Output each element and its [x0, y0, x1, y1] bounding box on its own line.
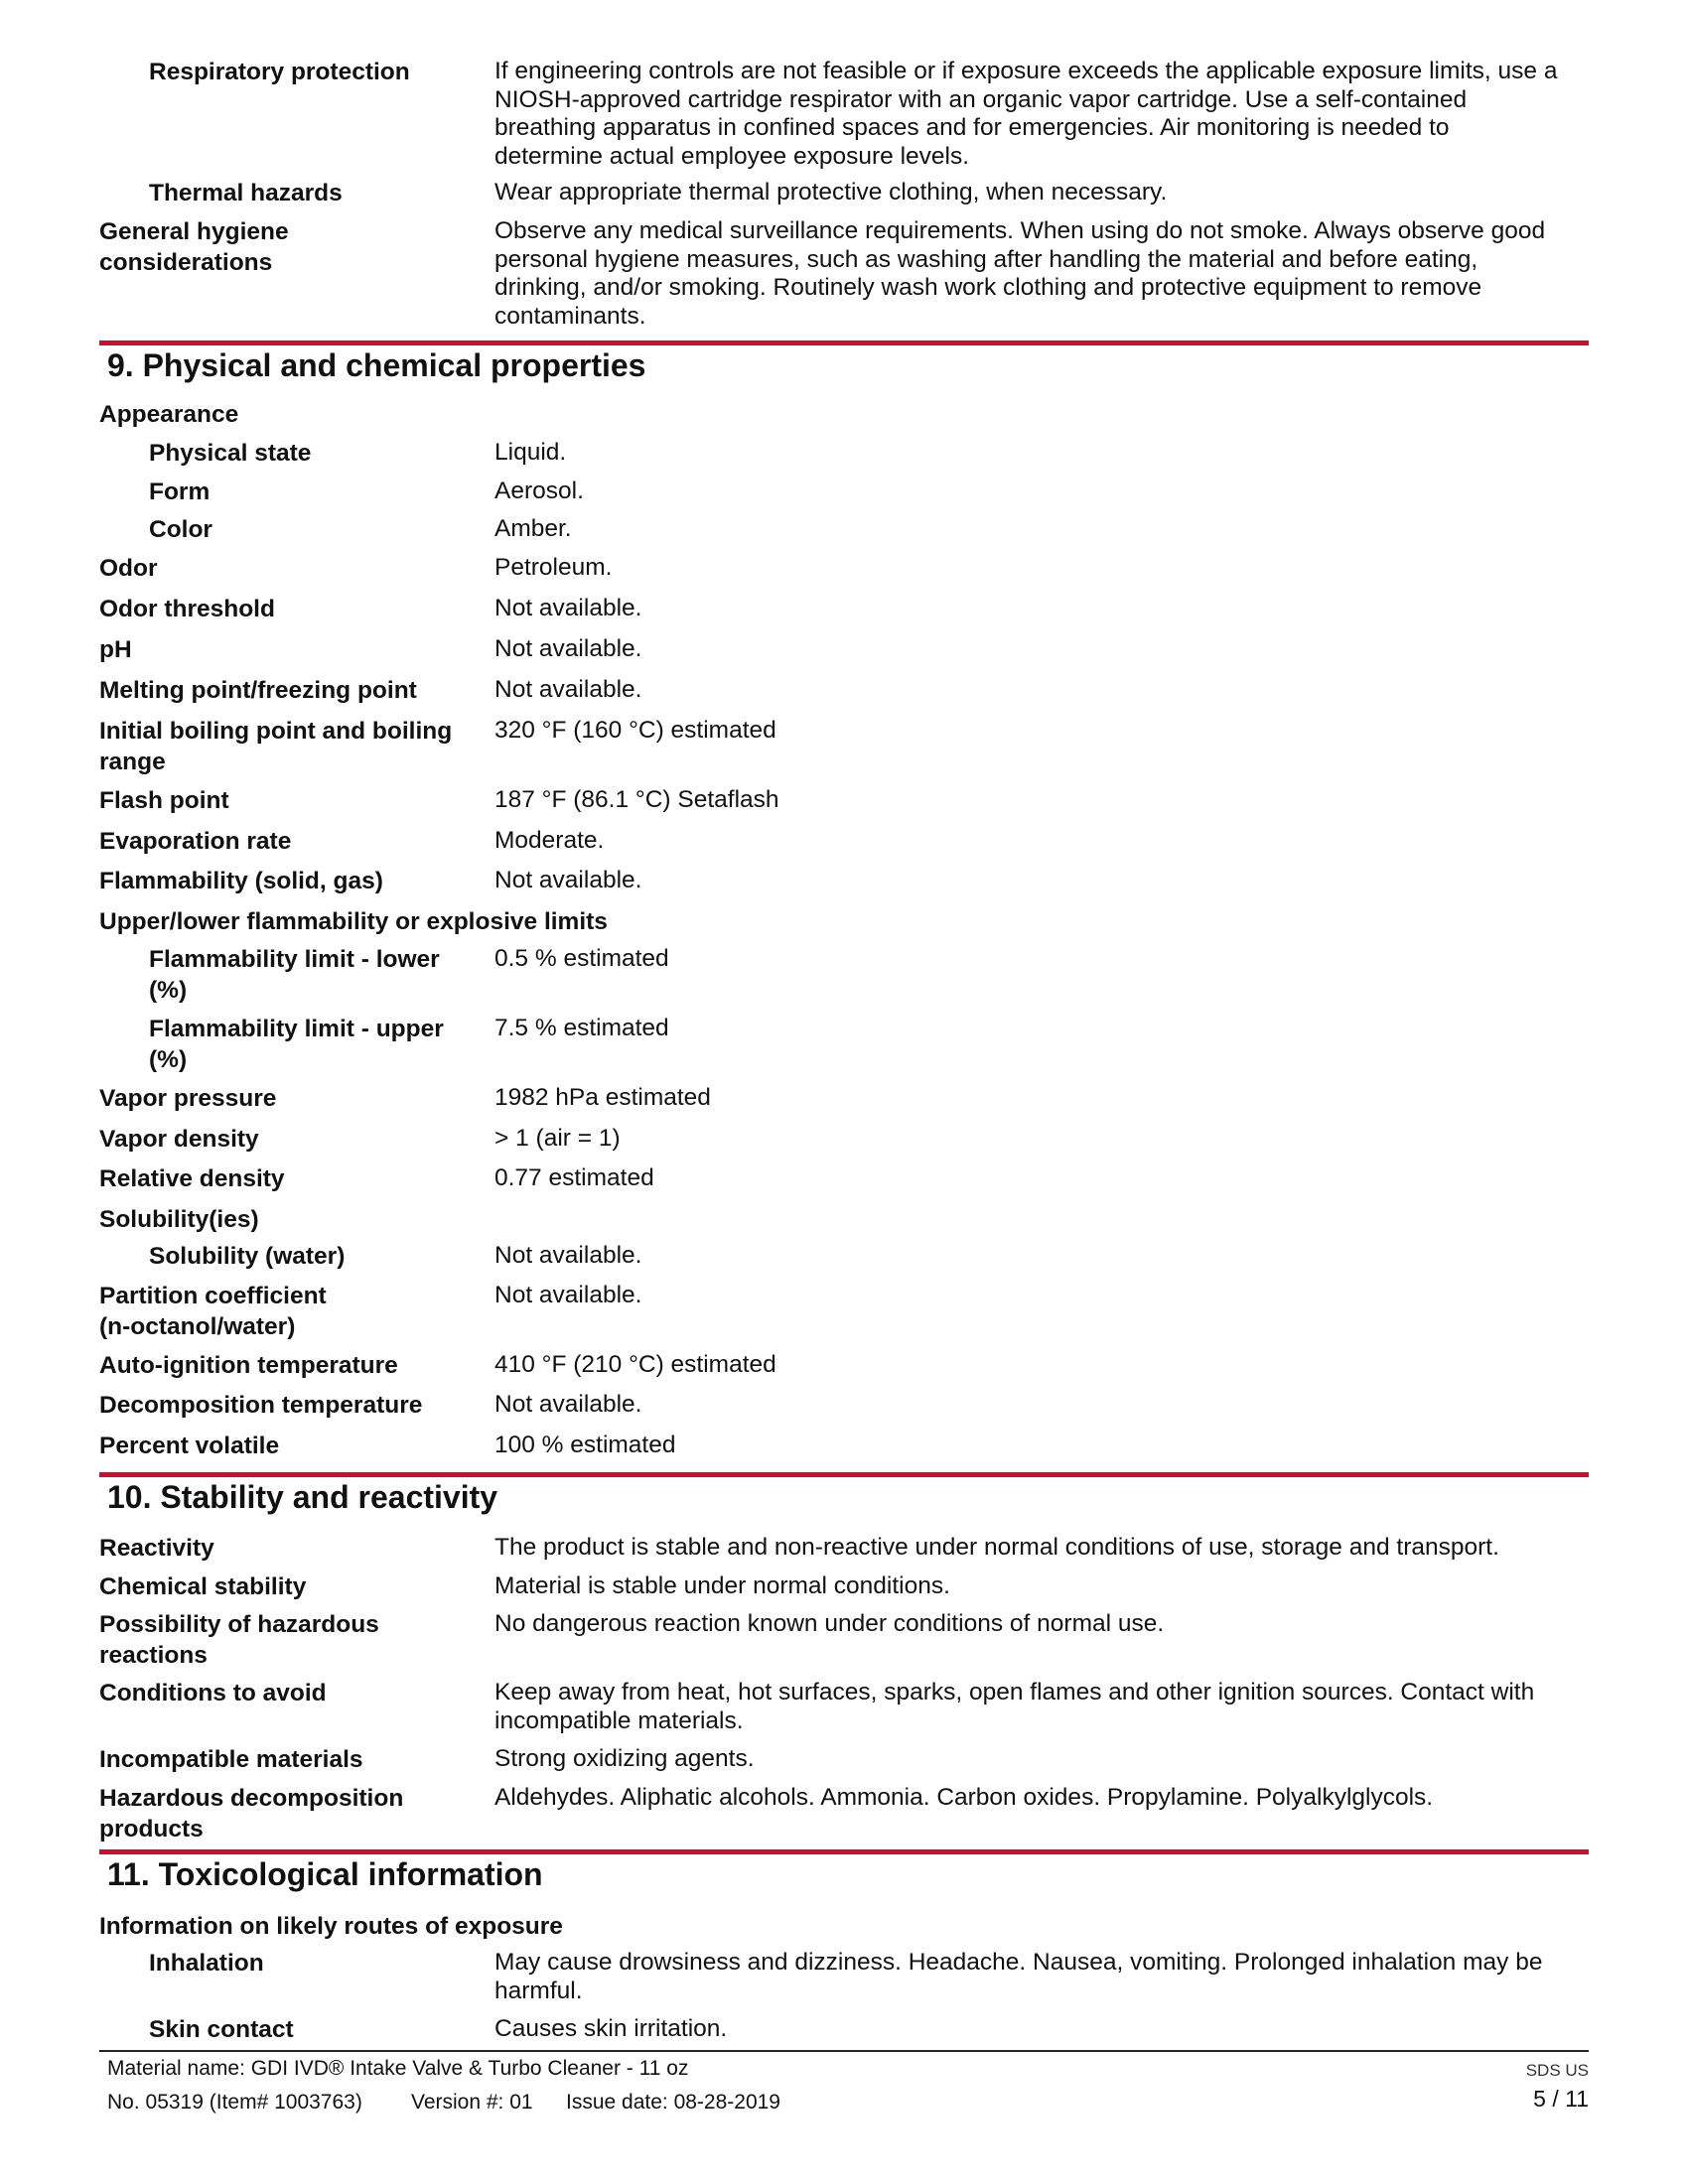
flammability-label: Flammability (solid, gas): [99, 868, 383, 894]
vapor-pressure-value: 1982 hPa estimated: [494, 1084, 711, 1111]
evaporation-rate-value: Moderate.: [494, 827, 605, 854]
text-line: drinking, and/or smoking. Routinely wash work clothing and protective equipment to remove: [494, 274, 1482, 301]
skin-contact-value: Causes skin irritation.: [494, 2015, 728, 2042]
respiratory-protection-label: Respiratory protection: [149, 59, 410, 85]
label-line: products: [99, 1816, 204, 1843]
percent-volatile-label: Percent volatile: [99, 1433, 280, 1459]
boiling-point-value: 320 °F (160 °C) estimated: [494, 717, 776, 744]
chemical-stability-label: Chemical stability: [99, 1573, 307, 1600]
text-line: harmful.: [494, 1977, 583, 2004]
flammability-lower-value: 0.5 % estimated: [494, 945, 669, 972]
boiling-point-label: [99, 716, 487, 777]
ph-value: Not available.: [494, 635, 642, 662]
flammability-lower-label: [149, 944, 487, 1006]
solubility-water-label: Solubility (water): [149, 1243, 346, 1270]
conditions-to-avoid-label: Conditions to avoid: [99, 1680, 327, 1706]
hazardous-reactions-label: [99, 1609, 487, 1671]
label-line: (n-octanol/water): [99, 1313, 296, 1340]
decomposition-temperature-value: Not available.: [494, 1391, 642, 1418]
form-value: Aerosol.: [494, 478, 584, 504]
text-line: If engineering controls are not feasible or if exposure exceeds the applicable exposure limits, use a: [494, 58, 1558, 84]
partition-coefficient-value: Not available.: [494, 1282, 642, 1308]
footer-version: Version #: 01: [411, 2091, 533, 2114]
solubility-water-value: Not available.: [494, 1242, 642, 1269]
inhalation-label: Inhalation: [149, 1950, 264, 1977]
odor-threshold-value: Not available.: [494, 595, 642, 621]
label-line: Flammability limit - upper: [149, 1016, 444, 1042]
conditions-to-avoid-value: [494, 1679, 1587, 1735]
section-divider: [99, 341, 1589, 345]
hazardous-decomposition-label: [99, 1783, 487, 1844]
odor-threshold-label: Odor threshold: [99, 596, 275, 622]
vapor-pressure-label: Vapor pressure: [99, 1085, 277, 1112]
relative-density-value: 0.77 estimated: [494, 1164, 654, 1191]
partition-coefficient-label: [99, 1281, 487, 1342]
odor-label: Odor: [99, 555, 158, 582]
color-label: Color: [149, 516, 212, 543]
melting-point-value: Not available.: [494, 676, 642, 703]
thermal-hazards-value: Wear appropriate thermal protective clothing, when necessary.: [494, 179, 1168, 205]
routes-of-exposure-heading: Information on likely routes of exposure: [99, 1913, 563, 1940]
respiratory-protection-value: [494, 58, 1587, 171]
autoignition-label: Auto-ignition temperature: [99, 1352, 398, 1379]
chemical-stability-value: Material is stable under normal conditions.: [494, 1572, 950, 1599]
text-line: breathing apparatus in confined spaces and for emergencies. Air monitoring is needed to: [494, 114, 1450, 141]
inhalation-value: [494, 1949, 1587, 2005]
incompatible-materials-label: Incompatible materials: [99, 1746, 363, 1773]
relative-density-label: Relative density: [99, 1165, 285, 1192]
flash-point-value: 187 °F (86.1 °C) Setaflash: [494, 786, 779, 813]
thermal-hazards-label: Thermal hazards: [149, 180, 343, 206]
text-line: determine actual employee exposure levels.: [494, 142, 970, 170]
autoignition-value: 410 °F (210 °C) estimated: [494, 1351, 776, 1378]
label-line: Initial boiling point and boiling: [99, 718, 453, 745]
footer-doc-number: No. 05319 (Item# 1003763): [107, 2091, 362, 2114]
incompatible-materials-value: Strong oxidizing agents.: [494, 1745, 755, 1772]
label-line: range: [99, 749, 166, 775]
footer-material-name: Material name: GDI IVD® Intake Valve & Turbo Cleaner - 11 oz: [107, 2057, 689, 2080]
footer-page-number: 5 / 11: [1533, 2086, 1589, 2112]
text-line: Keep away from heat, hot surfaces, sparks, open flames and other ignition sources. Contact with: [494, 1679, 1535, 1706]
text-line: incompatible materials.: [494, 1706, 744, 1734]
physical-state-label: Physical state: [149, 440, 312, 467]
label-line: (%): [149, 977, 188, 1004]
label-line: Hazardous decomposition: [99, 1785, 404, 1812]
reactivity-value: The product is stable and non-reactive under normal conditions of use, storage and transport.: [494, 1534, 1499, 1561]
hazardous-reactions-value: No dangerous reaction known under conditions of normal use.: [494, 1610, 1165, 1637]
vapor-density-label: Vapor density: [99, 1126, 259, 1153]
label-line: Partition coefficient: [99, 1283, 327, 1309]
ph-label: pH: [99, 636, 132, 663]
label-line: Flammability limit - lower: [149, 946, 440, 973]
label-line: considerations: [99, 249, 273, 276]
footer-rule: [99, 2050, 1589, 2052]
text-line: personal hygiene measures, such as washing after handling the material and before eating,: [494, 245, 1478, 273]
flammability-limits-heading: Upper/lower flammability or explosive limits: [99, 908, 608, 935]
appearance-heading: Appearance: [99, 401, 239, 428]
flammability-upper-value: 7.5 % estimated: [494, 1015, 669, 1041]
reactivity-label: Reactivity: [99, 1535, 214, 1562]
decomposition-temperature-label: Decomposition temperature: [99, 1392, 423, 1419]
text-line: May cause drowsiness and dizziness. Headache. Nausea, vomiting. Prolonged inhalation may be: [494, 1949, 1543, 1976]
vapor-density-value: > 1 (air = 1): [494, 1125, 621, 1152]
hazardous-decomposition-value: Aldehydes. Aliphatic alcohols. Ammonia. Carbon oxides. Propylamine. Polyalkylglycols.: [494, 1784, 1434, 1811]
label-line: Possibility of hazardous: [99, 1611, 379, 1638]
physical-state-value: Liquid.: [494, 439, 567, 466]
section-divider: [99, 1472, 1589, 1477]
text-line: Observe any medical surveillance requirements. When using do not smoke. Always observe good: [494, 217, 1546, 244]
label-line: General hygiene: [99, 218, 289, 245]
section-9-title: 9. Physical and chemical properties: [107, 347, 646, 383]
label-line: (%): [149, 1046, 188, 1073]
skin-contact-label: Skin contact: [149, 2016, 294, 2043]
flammability-value: Not available.: [494, 867, 642, 893]
form-label: Form: [149, 478, 211, 505]
flash-point-label: Flash point: [99, 787, 229, 814]
section-11-title: 11. Toxicological information: [107, 1856, 543, 1892]
general-hygiene-label: [99, 216, 487, 278]
text-line: contaminants.: [494, 302, 646, 330]
section-10-title: 10. Stability and reactivity: [107, 1479, 498, 1515]
odor-value: Petroleum.: [494, 554, 613, 581]
melting-point-label: Melting point/freezing point: [99, 677, 417, 704]
color-value: Amber.: [494, 515, 572, 542]
flammability-upper-label: [149, 1014, 487, 1075]
evaporation-rate-label: Evaporation rate: [99, 828, 292, 855]
percent-volatile-value: 100 % estimated: [494, 1432, 676, 1458]
footer-sds-region: SDS US: [1525, 2061, 1589, 2080]
solubilities-heading: Solubility(ies): [99, 1206, 259, 1233]
general-hygiene-value: [494, 217, 1587, 331]
footer-issue-date: Issue date: 08-28-2019: [566, 2091, 780, 2114]
section-divider: [99, 1849, 1589, 1854]
label-line: reactions: [99, 1642, 208, 1669]
text-line: NIOSH-approved cartridge respirator with an organic vapor cartridge. Use a self-contained: [494, 85, 1468, 113]
